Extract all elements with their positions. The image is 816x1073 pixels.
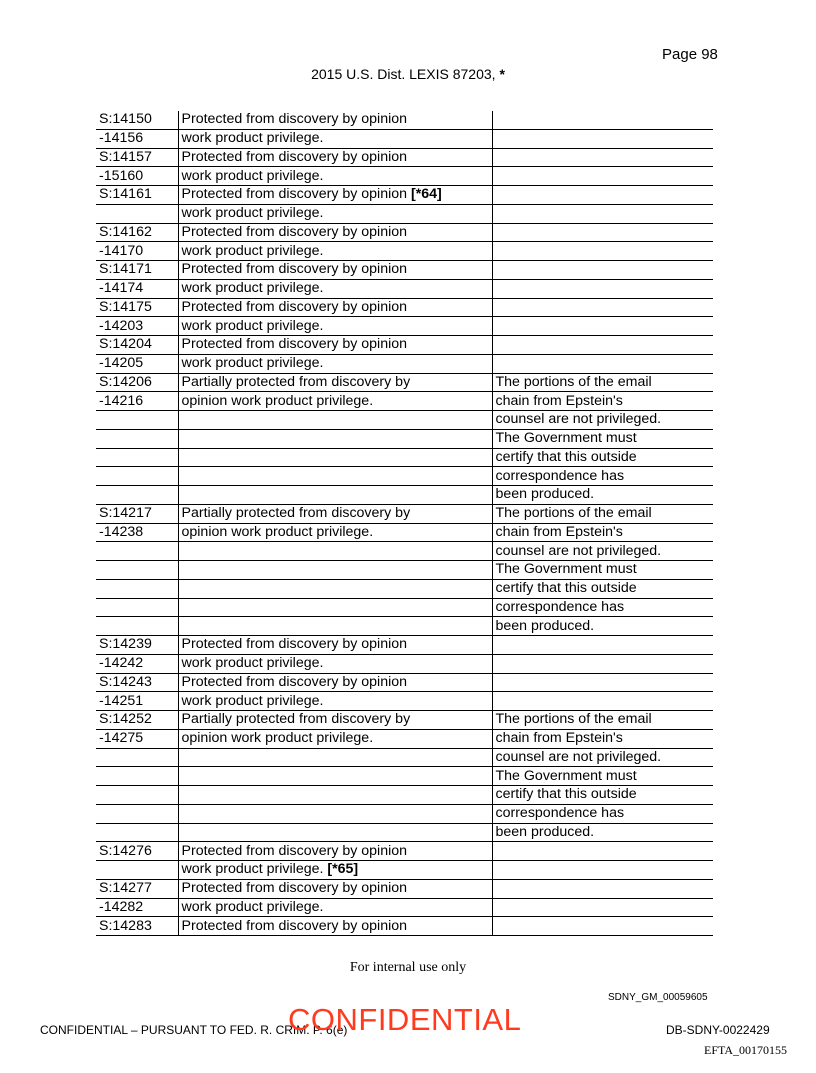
note-cell: The portions of the email bbox=[492, 711, 713, 730]
table-row bbox=[96, 411, 713, 430]
ruling-text: work product privilege. bbox=[181, 692, 324, 709]
table-row bbox=[96, 448, 713, 467]
table-row bbox=[96, 279, 713, 298]
ruling-cell bbox=[178, 204, 492, 223]
document-id-cell: -14251 bbox=[96, 692, 178, 711]
table-row bbox=[96, 523, 713, 542]
note-cell: correspondence has bbox=[492, 804, 713, 823]
note-cell bbox=[492, 917, 713, 936]
note-cell: counsel are not privileged. bbox=[492, 748, 713, 767]
document-id-cell: S:14162 bbox=[96, 223, 178, 242]
document-id-cell: S:14204 bbox=[96, 336, 178, 355]
table-row bbox=[96, 542, 713, 561]
confidential-stamp: CONFIDENTIAL bbox=[288, 1002, 522, 1037]
citation-tail: 87203, bbox=[448, 66, 500, 82]
document-id-cell bbox=[96, 411, 178, 430]
document-id-cell: S:14171 bbox=[96, 261, 178, 280]
page-marker: [*64] bbox=[410, 186, 442, 203]
note-cell bbox=[492, 317, 713, 336]
table-row bbox=[96, 486, 713, 505]
internal-use-note: For internal use only bbox=[349, 960, 467, 975]
ruling-cell bbox=[178, 917, 492, 936]
ruling-cell bbox=[178, 748, 492, 767]
table-row bbox=[96, 748, 713, 767]
note-cell bbox=[492, 186, 713, 205]
note-cell bbox=[492, 354, 713, 373]
table-row bbox=[96, 354, 713, 373]
ruling-cell bbox=[178, 579, 492, 598]
ruling-cell bbox=[178, 823, 492, 842]
note-cell: chain from Epstein's bbox=[492, 523, 713, 542]
ruling-text: Protected from discovery by opinion bbox=[181, 186, 411, 203]
page-number: Page 98 bbox=[662, 46, 718, 63]
document-id-cell bbox=[96, 617, 178, 636]
document-id-cell: S:14252 bbox=[96, 711, 178, 730]
note-cell: The Government must bbox=[492, 429, 713, 448]
ruling-text: Protected from discovery by opinion bbox=[181, 298, 408, 315]
document-id-cell: S:14161 bbox=[96, 186, 178, 205]
ruling-cell bbox=[178, 542, 492, 561]
document-id-cell: -14205 bbox=[96, 354, 178, 373]
note-cell: been produced. bbox=[492, 486, 713, 505]
note-cell: counsel are not privileged. bbox=[492, 411, 713, 430]
document-id-cell bbox=[96, 598, 178, 617]
ruling-cell bbox=[178, 392, 492, 411]
note-cell bbox=[492, 673, 713, 692]
ruling-cell bbox=[178, 279, 492, 298]
ruling-cell bbox=[178, 336, 492, 355]
table-row bbox=[96, 223, 713, 242]
document-id-cell: -14174 bbox=[96, 279, 178, 298]
table-row bbox=[96, 823, 713, 842]
ruling-text: work product privilege. bbox=[181, 861, 328, 878]
ruling-cell bbox=[178, 411, 492, 430]
ruling-text: Protected from discovery by opinion bbox=[181, 111, 408, 128]
ruling-text: Protected from discovery by opinion bbox=[181, 148, 408, 165]
document-id-cell: -14238 bbox=[96, 523, 178, 542]
ruling-text: opinion work product privilege. bbox=[181, 392, 374, 409]
note-cell: been produced. bbox=[492, 823, 713, 842]
ruling-cell bbox=[178, 167, 492, 186]
ruling-cell bbox=[178, 242, 492, 261]
table-row bbox=[96, 373, 713, 392]
document-id-cell: S:14175 bbox=[96, 298, 178, 317]
ruling-cell bbox=[178, 354, 492, 373]
table-row bbox=[96, 317, 713, 336]
document-id-cell: -14203 bbox=[96, 317, 178, 336]
ruling-cell bbox=[178, 692, 492, 711]
note-cell bbox=[492, 654, 713, 673]
document-id-cell bbox=[96, 429, 178, 448]
table-row bbox=[96, 711, 713, 730]
ruling-cell bbox=[178, 879, 492, 898]
citation-star: * bbox=[499, 66, 505, 82]
ruling-cell bbox=[178, 598, 492, 617]
ruling-text: Protected from discovery by opinion bbox=[181, 673, 408, 690]
ruling-cell bbox=[178, 804, 492, 823]
document-id-cell: S:14243 bbox=[96, 673, 178, 692]
note-cell: The portions of the email bbox=[492, 504, 713, 523]
efta-number: EFTA_00170155 bbox=[704, 1043, 788, 1057]
note-cell: correspondence has bbox=[492, 467, 713, 486]
table-row bbox=[96, 898, 713, 917]
ruling-cell bbox=[178, 617, 492, 636]
note-cell bbox=[492, 898, 713, 917]
privilege-log-table bbox=[96, 111, 713, 936]
note-cell bbox=[492, 636, 713, 655]
note-cell: been produced. bbox=[492, 617, 713, 636]
ruling-text: work product privilege. bbox=[181, 167, 324, 184]
ruling-cell bbox=[178, 429, 492, 448]
ruling-cell bbox=[178, 861, 492, 880]
table-row bbox=[96, 804, 713, 823]
document-id-cell: S:14150 bbox=[96, 111, 178, 129]
document-id-cell bbox=[96, 804, 178, 823]
note-cell bbox=[492, 692, 713, 711]
document-id-cell bbox=[96, 748, 178, 767]
ruling-cell bbox=[178, 561, 492, 580]
table-row bbox=[96, 204, 713, 223]
ruling-text: work product privilege. bbox=[181, 242, 324, 259]
table-row bbox=[96, 242, 713, 261]
table-row bbox=[96, 148, 713, 167]
table-row bbox=[96, 729, 713, 748]
page-marker: [*65] bbox=[327, 861, 359, 878]
table-row bbox=[96, 467, 713, 486]
table-row bbox=[96, 636, 713, 655]
note-cell: certify that this outside bbox=[492, 448, 713, 467]
ruling-cell bbox=[178, 467, 492, 486]
ruling-cell bbox=[178, 786, 492, 805]
table-row bbox=[96, 598, 713, 617]
ruling-text: Partially protected from discovery by bbox=[181, 505, 411, 522]
document-id-cell: -14282 bbox=[96, 898, 178, 917]
ruling-cell bbox=[178, 767, 492, 786]
ruling-cell bbox=[178, 729, 492, 748]
table-row bbox=[96, 767, 713, 786]
note-cell bbox=[492, 242, 713, 261]
ruling-cell bbox=[178, 129, 492, 148]
citation-text: 2015 U.S. Dist. bbox=[311, 66, 410, 82]
ruling-cell bbox=[178, 898, 492, 917]
ruling-text: Protected from discovery by opinion bbox=[181, 917, 408, 934]
ruling-text: work product privilege. bbox=[181, 317, 324, 334]
note-cell: certify that this outside bbox=[492, 579, 713, 598]
document-id-cell bbox=[96, 204, 178, 223]
document-id-cell: S:14217 bbox=[96, 504, 178, 523]
table-row bbox=[96, 654, 713, 673]
note-cell: The Government must bbox=[492, 767, 713, 786]
ruling-cell bbox=[178, 448, 492, 467]
table-row bbox=[96, 429, 713, 448]
table-row bbox=[96, 692, 713, 711]
ruling-cell bbox=[178, 317, 492, 336]
document-id-cell bbox=[96, 467, 178, 486]
table-row bbox=[96, 917, 713, 936]
ruling-text: opinion work product privilege. bbox=[181, 730, 374, 747]
ruling-cell bbox=[178, 523, 492, 542]
document-id-cell bbox=[96, 486, 178, 505]
document-id-cell: -14170 bbox=[96, 242, 178, 261]
note-cell bbox=[492, 111, 713, 129]
ruling-cell bbox=[178, 223, 492, 242]
note-cell bbox=[492, 842, 713, 861]
note-cell bbox=[492, 167, 713, 186]
table-row bbox=[96, 504, 713, 523]
document-id-cell bbox=[96, 579, 178, 598]
note-cell bbox=[492, 861, 713, 880]
document-id-cell: S:14239 bbox=[96, 636, 178, 655]
document-id-cell bbox=[96, 786, 178, 805]
document-id-cell: S:14206 bbox=[96, 373, 178, 392]
note-cell bbox=[492, 336, 713, 355]
note-cell bbox=[492, 204, 713, 223]
ruling-text: Protected from discovery by opinion bbox=[181, 636, 408, 653]
ruling-text: Protected from discovery by opinion bbox=[181, 336, 408, 353]
table-row bbox=[96, 786, 713, 805]
ruling-text: work product privilege. bbox=[181, 280, 324, 297]
table-row bbox=[96, 186, 713, 205]
table-row bbox=[96, 261, 713, 280]
note-cell: The Government must bbox=[492, 561, 713, 580]
document-id-cell bbox=[96, 861, 178, 880]
confidential-notice: CONFIDENTIAL – PURSUANT TO FED. R. CRIM. P. 6(e) bbox=[40, 1023, 348, 1037]
document-id-cell bbox=[96, 767, 178, 786]
note-cell bbox=[492, 279, 713, 298]
ruling-text: work product privilege. bbox=[181, 898, 324, 915]
note-cell bbox=[492, 148, 713, 167]
ruling-cell bbox=[178, 842, 492, 861]
note-cell: correspondence has bbox=[492, 598, 713, 617]
note-cell bbox=[492, 261, 713, 280]
note-cell bbox=[492, 129, 713, 148]
note-cell bbox=[492, 223, 713, 242]
ruling-cell bbox=[178, 504, 492, 523]
note-cell: chain from Epstein's bbox=[492, 392, 713, 411]
note-cell: certify that this outside bbox=[492, 786, 713, 805]
ruling-text: opinion work product privilege. bbox=[181, 523, 374, 540]
note-cell bbox=[492, 879, 713, 898]
ruling-text: Protected from discovery by opinion bbox=[181, 261, 408, 278]
ruling-cell bbox=[178, 148, 492, 167]
document-id-cell bbox=[96, 542, 178, 561]
ruling-cell bbox=[178, 186, 492, 205]
ruling-cell bbox=[178, 636, 492, 655]
privilege-log-body bbox=[96, 111, 713, 936]
table-row bbox=[96, 392, 713, 411]
table-row bbox=[96, 129, 713, 148]
ruling-cell bbox=[178, 111, 492, 129]
ruling-cell bbox=[178, 373, 492, 392]
document-id-cell: S:14283 bbox=[96, 917, 178, 936]
ruling-cell bbox=[178, 261, 492, 280]
note-cell: chain from Epstein's bbox=[492, 729, 713, 748]
document-id-cell bbox=[96, 448, 178, 467]
document-id-cell bbox=[96, 823, 178, 842]
document-id-cell: S:14277 bbox=[96, 879, 178, 898]
ruling-text: Protected from discovery by opinion bbox=[181, 842, 408, 859]
bates-number-right: DB-SDNY-0022429 bbox=[666, 1023, 770, 1037]
note-cell bbox=[492, 298, 713, 317]
table-row bbox=[96, 111, 713, 129]
ruling-text: Partially protected from discovery by bbox=[181, 711, 411, 728]
table-row bbox=[96, 673, 713, 692]
document-id-cell: -14275 bbox=[96, 729, 178, 748]
ruling-text: Partially protected from discovery by bbox=[181, 373, 411, 390]
ruling-text: work product privilege. bbox=[181, 130, 324, 147]
table-row bbox=[96, 617, 713, 636]
note-cell: counsel are not privileged. bbox=[492, 542, 713, 561]
ruling-cell bbox=[178, 673, 492, 692]
document-id-cell bbox=[96, 561, 178, 580]
case-citation bbox=[0, 66, 816, 82]
note-cell: The portions of the email bbox=[492, 373, 713, 392]
ruling-cell bbox=[178, 298, 492, 317]
table-row bbox=[96, 561, 713, 580]
document-id-cell: -14156 bbox=[96, 129, 178, 148]
table-row bbox=[96, 842, 713, 861]
document-id-cell: -15160 bbox=[96, 167, 178, 186]
table-row bbox=[96, 167, 713, 186]
table-row bbox=[96, 879, 713, 898]
document-id-cell: -14216 bbox=[96, 392, 178, 411]
ruling-text: Protected from discovery by opinion bbox=[181, 223, 408, 240]
ruling-cell bbox=[178, 486, 492, 505]
bates-number-top: SDNY_GM_00059605 bbox=[608, 992, 708, 1003]
table-row bbox=[96, 336, 713, 355]
ruling-cell bbox=[178, 654, 492, 673]
document-id-cell: S:14276 bbox=[96, 842, 178, 861]
table-row bbox=[96, 861, 713, 880]
table-row bbox=[96, 298, 713, 317]
ruling-text: work product privilege. bbox=[181, 205, 324, 222]
ruling-cell bbox=[178, 711, 492, 730]
ruling-text: work product privilege. bbox=[181, 655, 324, 672]
table-row bbox=[96, 579, 713, 598]
ruling-text: Protected from discovery by opinion bbox=[181, 880, 408, 897]
document-id-cell: -14242 bbox=[96, 654, 178, 673]
ruling-text: work product privilege. bbox=[181, 355, 324, 372]
citation-lexis: LEXIS bbox=[409, 66, 449, 82]
document-id-cell: S:14157 bbox=[96, 148, 178, 167]
